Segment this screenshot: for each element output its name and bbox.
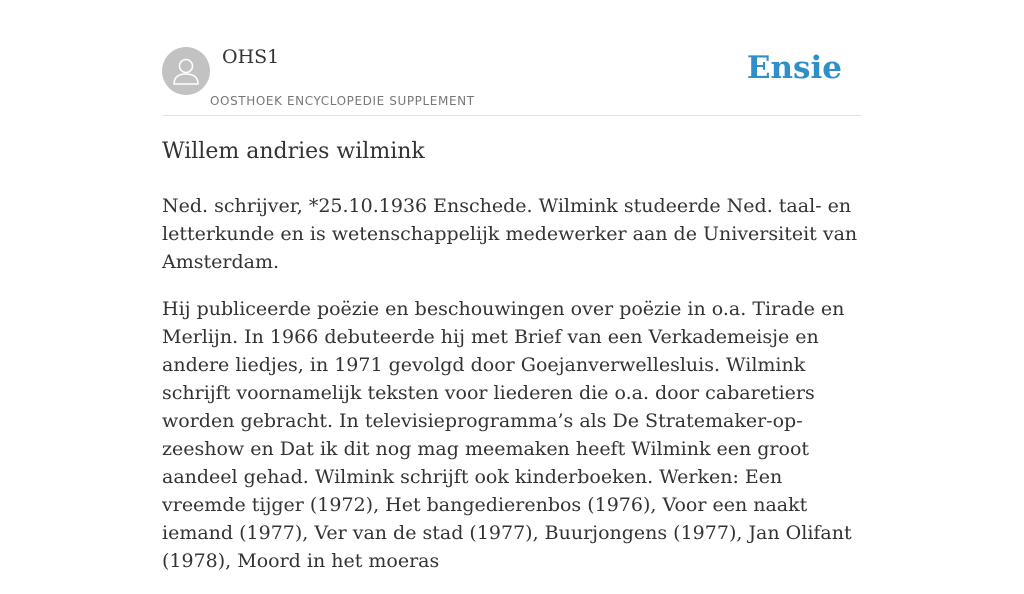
article-paragraph: Hij publiceerde poëzie en beschouwingen over poëzie in o.a. Tirade en Merlijn. In 1966 debuteerde hij met Brief van een Verkademeisje en andere liedjes, in 1971 gevolgd door Goejanverwellesluis. Wilmink schrijft voornamelijk teksten voor liederen die o.a. door cabaretiers worden gebracht. In televisieprogramma’s als De Stratemaker-op-zeeshow en Dat ik dit nog mag meemaken heeft Wilmink een groot aandeel gehad. Wilmink schrijft ook kinderboeken. Werken: Een vreemde tijger (1972), Het bangedierenbos (1976), Voor een naakt iemand (1977), Ver van de stad (1977), Buurjongens (1977), Jan Olifant (1978), Moord in het moeras — [162, 298, 852, 572]
article-body — [162, 192, 862, 594]
source-code[interactable]: OHS1 — [222, 46, 280, 68]
header — [162, 0, 862, 116]
avatar[interactable] — [162, 47, 210, 95]
article-paragraph: Ned. schrijver, *25.10.1936 Enschede. Wilmink studeerde Ned. taal- en letterkunde en is wetenschappelijk medewerker aan de Universiteit van Amsterdam. — [162, 195, 858, 273]
source-name[interactable]: OOSTHOEK ENCYCLOPEDIE SUPPLEMENT — [210, 94, 475, 108]
page — [162, 0, 862, 572]
user-icon — [162, 47, 210, 95]
article-title: Willem andries wilmink — [162, 139, 425, 164]
ensie-logo[interactable]: Ensie — [746, 50, 842, 86]
